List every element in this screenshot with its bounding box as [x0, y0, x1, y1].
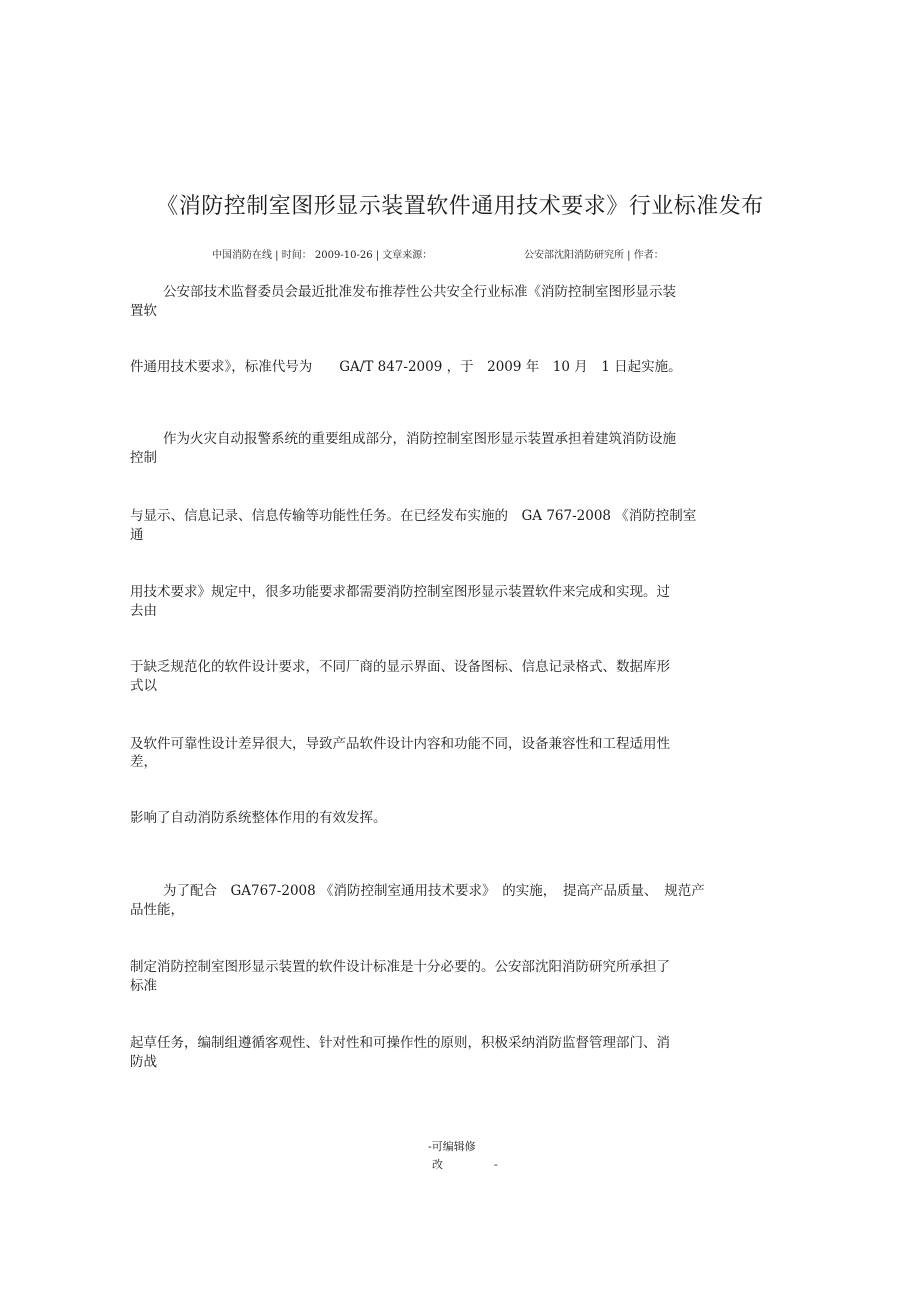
paragraph-line: 及软件可靠性设计差异很大，导致产品软件设计内容和功能不同，设备兼容性和工程适用性: [130, 736, 670, 752]
paragraph-line: 通: [130, 527, 144, 543]
paragraph-line: 影响了自动消防系统整体作用的有效发挥。: [130, 810, 387, 826]
paragraph-line: 起草任务，编制组遵循客观性、针对性和可操作性的原则，积极采纳消防监督管理部门、消: [130, 1035, 670, 1051]
paragraph-line: 式以: [130, 678, 157, 694]
paragraph-line: 与显示、信息记录、信息传输等功能性任务。在已经发布实施的 GA 767-2008 《消防控制室: [130, 508, 697, 524]
paragraph-line: 防战: [130, 1054, 157, 1070]
paragraph-line: 于缺乏规范化的软件设计要求，不同厂商的显示界面、设备图标、信息记录格式、数据库形: [130, 659, 670, 675]
footer-editable-note: -可编辑修: [428, 1140, 476, 1153]
paragraph-line: 用技术要求》规定中，很多功能要求都需要消防控制室图形显示装置软件来完成和实现。过: [130, 584, 670, 600]
paragraph-line: 置软: [130, 303, 157, 319]
paragraph-line: 件通用技术要求》，标准代号为 GA/T 847-2009 ，于 2009 年 10 月 1 日起实施。: [130, 359, 682, 375]
paragraph-line: 标准: [130, 978, 157, 994]
paragraph-line: 制定消防控制室图形显示装置的软件设计标准是十分必要的。公安部沈阳消防研究所承担了: [130, 959, 670, 975]
article-meta-source: 公安部沈阳消防研究所 | 作者：: [524, 250, 664, 261]
paragraph-line: 控制: [130, 450, 157, 466]
paragraph-line: 品性能，: [130, 902, 184, 918]
footer-editable-note-cont: 改: [432, 1158, 443, 1171]
footer-dash: -: [494, 1158, 498, 1171]
paragraph-line: 去由: [130, 603, 157, 619]
paragraph-line: 作为火灾自动报警系统的重要组成部分，消防控制室图形显示装置承担着建筑消防设施: [163, 431, 676, 447]
paragraph-line: 公安部技术监督委员会最近批准发布推荐性公共安全行业标准《消防控制室图形显示装: [163, 284, 676, 300]
paragraph-line: 为了配合 GA767-2008 《消防控制室通用技术要求》 的实施， 提高产品质量、 规范产: [163, 883, 705, 899]
document-title: 《消防控制室图形显示装置软件通用技术要求》行业标准发布: [156, 194, 764, 219]
article-meta-date: 中国消防在线 | 时间： 2009-10-26 | 文章来源：: [212, 250, 433, 261]
paragraph-line: 差，: [130, 754, 157, 770]
